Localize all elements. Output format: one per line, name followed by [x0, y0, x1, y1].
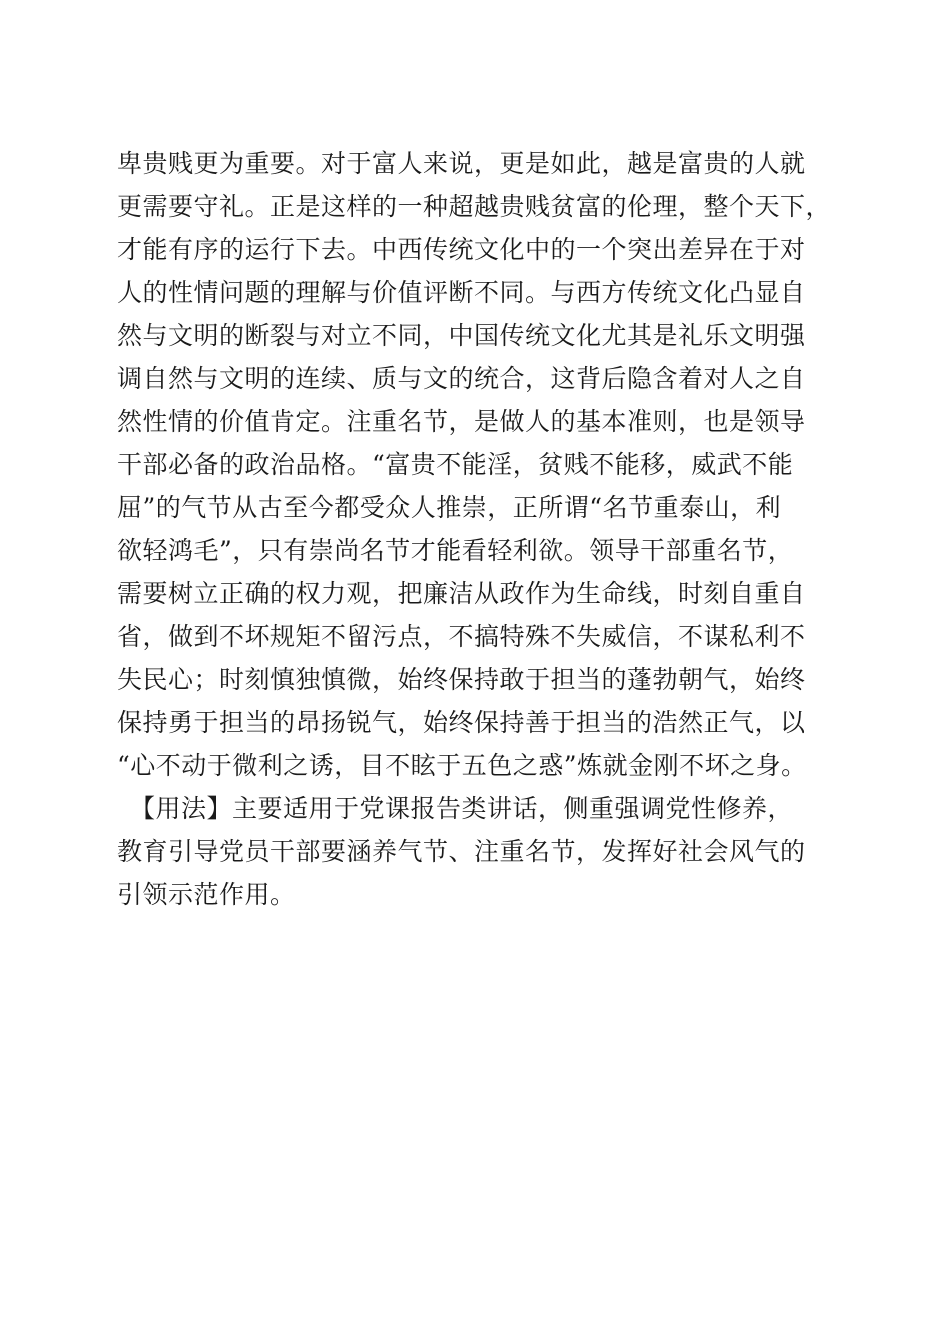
- text-line: 引领示范作用。: [117, 880, 296, 909]
- text-line: 调自然与文明的连续、质与文的统合，这背后隐含着对人之自: [117, 364, 806, 393]
- text-line: 才能有序的运行下去。中西传统文化中的一个突出差异在于对: [117, 235, 806, 264]
- text-line: 教育引导党员干部要涵养气节、注重名节，发挥好社会风气的: [117, 837, 806, 866]
- usage-paragraph: [117, 787, 837, 916]
- main-paragraph: [117, 142, 837, 787]
- text-line: 人的性情问题的理解与价值评断不同。与西方传统文化凸显自: [117, 278, 806, 307]
- text-line: 欲轻鸿毛”，只有崇尚名节才能看轻利欲。领导干部重名节，: [117, 536, 794, 565]
- text-line: 失民心；时刻慎独慎微，始终保持敢于担当的蓬勃朝气，始终: [117, 665, 806, 694]
- text-line: 卑贵贱更为重要。对于富人来说，更是如此，越是富贵的人就: [117, 149, 806, 178]
- document-body: [117, 142, 837, 916]
- text-line: 然与文明的断裂与对立不同，中国传统文化尤其是礼乐文明强: [117, 321, 806, 350]
- text-line: 然性情的价值肯定。注重名节，是做人的基本准则，也是领导: [117, 407, 806, 436]
- text-line: 保持勇于担当的昂扬锐气，始终保持善于担当的浩然正气，以: [117, 708, 806, 737]
- text-line: 省，做到不坏规矩不留污点，不搞特殊不失威信，不谋私利不: [117, 622, 806, 651]
- text-line: 更需要守礼。正是这样的一种超越贵贱贫富的伦理，整个天下，: [117, 192, 832, 221]
- text-line: 【用法】主要适用于党课报告类讲话，侧重强调党性修养，: [117, 794, 794, 823]
- text-line: “心不动于微利之诱，目不眩于五色之惑”炼就金刚不坏之身。: [117, 751, 807, 780]
- text-line: 干部必备的政治品格。“富贵不能淫，贫贱不能移，威武不能: [117, 450, 794, 479]
- text-line: 需要树立正确的权力观，把廉洁从政作为生命线，时刻自重自: [117, 579, 806, 608]
- text-line: 屈”的气节从古至今都受众人推崇，正所谓“名节重泰山，利: [117, 493, 782, 522]
